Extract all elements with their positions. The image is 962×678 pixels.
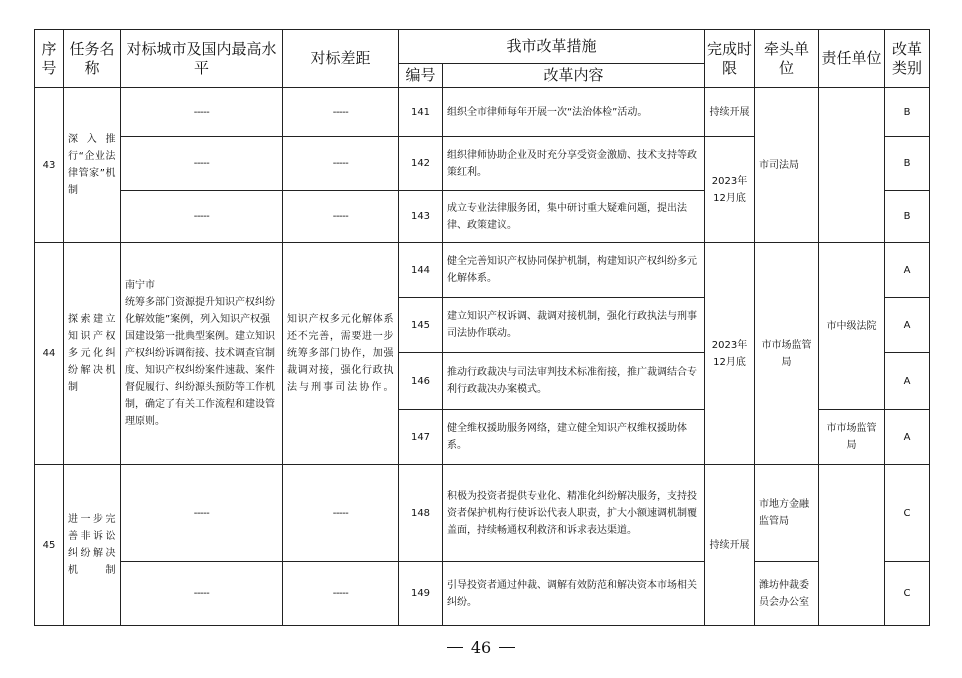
gap-cell: ----- xyxy=(283,88,399,137)
header-gap: 对标差距 xyxy=(283,30,399,88)
content-cell: 组织律师协助企业及时充分享受资金激励、技术支持等政策红利。 xyxy=(443,137,705,191)
gap-cell: ----- xyxy=(283,465,399,562)
benchmark-cell: ----- xyxy=(121,137,283,191)
page-number-dash-left xyxy=(447,647,463,648)
header-deadline: 完成时限 xyxy=(705,30,755,88)
number-cell: 142 xyxy=(399,137,443,191)
category-cell: C xyxy=(885,562,930,626)
content-cell: 健全完善知识产权协同保护机制，构建知识产权纠纷多元化解体系。 xyxy=(443,243,705,298)
number-cell: 149 xyxy=(399,562,443,626)
table-row xyxy=(35,88,930,137)
content-cell: 建立知识产权诉调、裁调对接机制，强化行政执法与刑事司法协作联动。 xyxy=(443,298,705,353)
category-cell: C xyxy=(885,465,930,562)
header-number: 编号 xyxy=(399,64,443,88)
category-cell: A xyxy=(885,410,930,465)
benchmark-cell: ----- xyxy=(121,88,283,137)
task-cell: 进一步完善非诉讼纠纷解决机制 xyxy=(64,465,121,626)
page-number-dash-right xyxy=(499,647,515,648)
task-cell: 探索建立知识产权多元化纠纷解决机制 xyxy=(64,243,121,465)
benchmark-cell: ----- xyxy=(121,465,283,562)
lead-cell: 潍坊仲裁委员会办公室 xyxy=(755,562,819,626)
content-cell: 积极为投资者提供专业化、精准化纠纷解决服务，支持投资者保护机构行使诉讼代表人职责，扩大小额速调机制覆盖面，持续畅通权利救济和诉求表达渠道。 xyxy=(443,465,705,562)
gap-cell: 知识产权多元化解体系还不完善，需要进一步统筹多部门协作，加强裁调对接，强化行政执法与刑事司法协作。 xyxy=(283,243,399,465)
number-cell: 146 xyxy=(399,353,443,410)
number-cell: 143 xyxy=(399,191,443,243)
header-category: 改革类别 xyxy=(885,30,930,88)
category-cell: A xyxy=(885,298,930,353)
deadline-cell: 持续开展 xyxy=(705,465,755,626)
responsible-cell: 市中级法院 xyxy=(819,243,885,410)
deadline-cell: 2023年12月底 xyxy=(705,243,755,465)
header-seq: 序号 xyxy=(35,30,64,88)
seq-cell: 43 xyxy=(35,88,64,243)
page-number xyxy=(0,637,962,657)
responsible-cell xyxy=(819,465,885,626)
reform-measures-table xyxy=(34,29,930,626)
number-cell: 141 xyxy=(399,88,443,137)
lead-cell: 市司法局 xyxy=(755,88,819,243)
header-measures: 我市改革措施 xyxy=(399,30,705,64)
benchmark-cell: ----- xyxy=(121,562,283,626)
content-cell: 成立专业法律服务团，集中研讨重大疑难问题，提出法律、政策建议。 xyxy=(443,191,705,243)
category-cell: A xyxy=(885,353,930,410)
benchmark-cell: 南宁市 统筹多部门资源提升知识产权纠纷化解效能”案例，列入知识产权强国建设第一批典型案例。建立知识产权纠纷诉调衔接、技术调查官制度、知识产权纠纷案件速裁、案件督促履行、纠纷源头预防等工作机制，确定了有关工作流程和建设管理原则。 xyxy=(121,243,283,465)
header-content: 改革内容 xyxy=(443,64,705,88)
category-cell: A xyxy=(885,243,930,298)
lead-cell: 市地方金融监管局 xyxy=(755,465,819,562)
header-lead: 牵头单位 xyxy=(755,30,819,88)
table-row xyxy=(35,562,930,626)
benchmark-cell: ----- xyxy=(121,191,283,243)
table-row xyxy=(35,243,930,298)
task-cell: 深入推行“企业法律管家”机制 xyxy=(64,88,121,243)
category-cell: B xyxy=(885,88,930,137)
category-cell: B xyxy=(885,137,930,191)
content-cell: 健全维权援助服务网络，建立健全知识产权维权援助体系。 xyxy=(443,410,705,465)
deadline-cell: 持续开展 xyxy=(705,88,755,137)
content-cell: 推动行政裁决与司法审判技术标准衔接，推广裁调结合专利行政裁决办案模式。 xyxy=(443,353,705,410)
gap-cell: ----- xyxy=(283,191,399,243)
deadline-cell: 2023年12月底 xyxy=(705,137,755,243)
gap-cell: ----- xyxy=(283,562,399,626)
header-benchmark: 对标城市及国内最高水平 xyxy=(121,30,283,88)
number-cell: 148 xyxy=(399,465,443,562)
seq-cell: 45 xyxy=(35,465,64,626)
gap-cell: ----- xyxy=(283,137,399,191)
lead-cell: 市市场监管局 xyxy=(755,243,819,465)
responsible-cell: 市市场监管局 xyxy=(819,410,885,465)
category-cell: B xyxy=(885,191,930,243)
number-cell: 147 xyxy=(399,410,443,465)
number-cell: 144 xyxy=(399,243,443,298)
header-task: 任务名称 xyxy=(64,30,121,88)
responsible-cell xyxy=(819,88,885,243)
seq-cell: 44 xyxy=(35,243,64,465)
page-number-value: 46 xyxy=(470,638,492,657)
header-responsible: 责任单位 xyxy=(819,30,885,88)
content-cell: 引导投资者通过仲裁、调解有效防范和解决资本市场相关纠纷。 xyxy=(443,562,705,626)
content-cell: 组织全市律师每年开展一次“法治体检”活动。 xyxy=(443,88,705,137)
table-row xyxy=(35,465,930,562)
number-cell: 145 xyxy=(399,298,443,353)
